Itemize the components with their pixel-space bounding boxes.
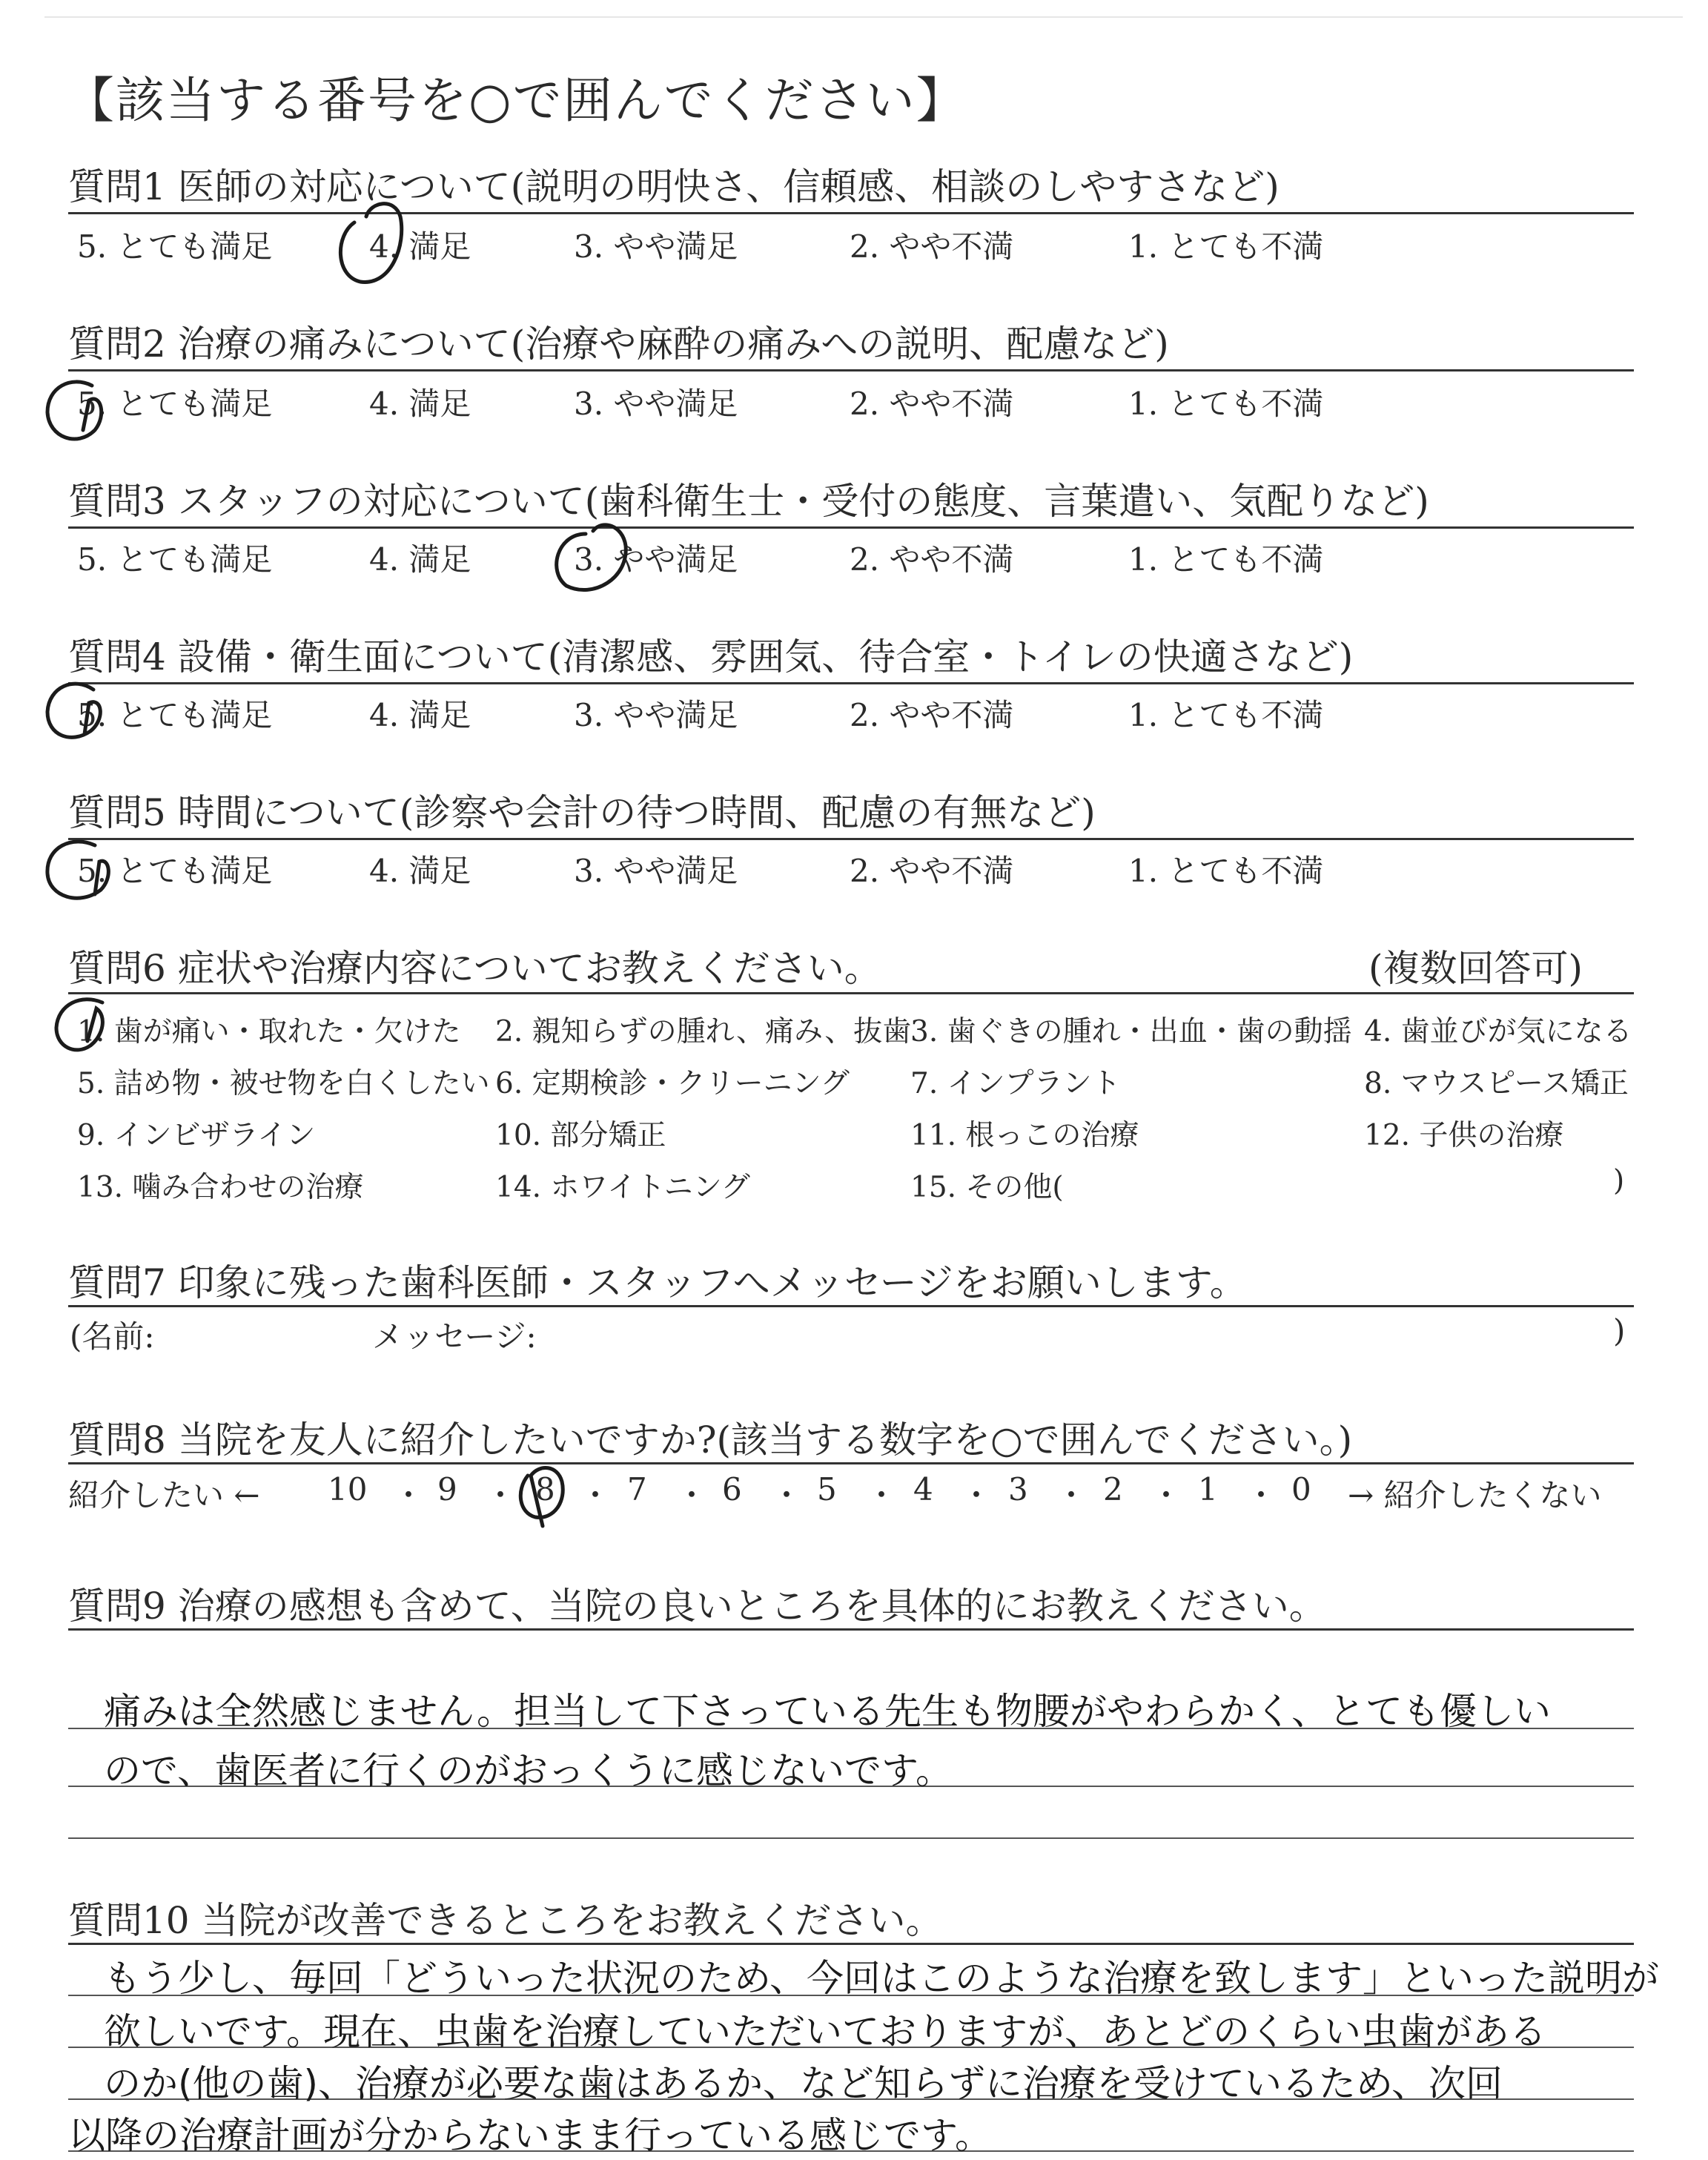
q6-option-2[interactable]: 2. 親知らずの腫れ、痛み、抜歯 (495, 1015, 912, 1048)
q6-option-8[interactable]: 8. マウスピース矯正 (1364, 1067, 1629, 1100)
q7-name-field[interactable]: (名前: (70, 1318, 155, 1355)
q8-dot: ・ (1151, 1477, 1182, 1513)
q6-option-7[interactable]: 7. インプラント (910, 1067, 1121, 1100)
q6-option-6[interactable]: 6. 定期検診・クリーニング (495, 1067, 850, 1100)
q6-option-5[interactable]: 5. 詰め物・被せ物を白くしたい (77, 1067, 490, 1100)
q2-option-1[interactable]: 1. とても不満 (1128, 386, 1324, 422)
q1-option-1[interactable]: 1. とても不満 (1128, 228, 1324, 265)
q8-score-10[interactable]: 10 (328, 1471, 368, 1507)
q4-option-3[interactable]: 3. やや満足 (574, 697, 738, 733)
q3-option-2[interactable]: 2. やや不満 (850, 541, 1014, 578)
q8-score-4[interactable]: 4 (913, 1471, 933, 1507)
q2-option-4[interactable]: 4. 満足 (369, 386, 471, 422)
q5-label: 質問5 時間について(診察や会計の待つ時間、配慮の有無など) (68, 791, 1096, 834)
q5-option-5[interactable]: 5. とても満足 (77, 853, 273, 889)
q6-note: (複数回答可) (1368, 947, 1583, 990)
q2-circle-mark (47, 382, 102, 439)
q6-option-11[interactable]: 11. 根っこの治療 (910, 1119, 1139, 1152)
q6-option-15[interactable]: 15. その他( (910, 1171, 1064, 1204)
q2-label: 質問2 治療の痛みについて(治療や麻酔の痛みへの説明、配慮など) (68, 323, 1169, 366)
q4-option-4[interactable]: 4. 満足 (369, 697, 471, 733)
q5-option-4[interactable]: 4. 満足 (369, 853, 471, 889)
q4-option-5[interactable]: 5. とても満足 (77, 697, 273, 733)
q3-option-1[interactable]: 1. とても不満 (1128, 541, 1324, 578)
q2-option-5[interactable]: 5. とても満足 (77, 386, 273, 422)
q4-label: 質問4 設備・衛生面について(清潔感、雰囲気、待合室・トイレの快適さなど) (68, 635, 1354, 678)
q3-option-4[interactable]: 4. 満足 (369, 541, 471, 578)
q9-answer-text-1: 痛みは全然感じません。担当して下さっている先生も物腰がやわらかく、とても優しい (104, 1690, 1551, 1733)
q10-label: 質問10 当院が改善できるところをお教えください。 (68, 1899, 943, 1942)
q6-option-14[interactable]: 14. ホワイトニング (495, 1171, 750, 1204)
q7-close-paren: ) (1613, 1312, 1626, 1349)
q10-answer-text-4: 以降の治療計画が分からないまま行っている感じです。 (68, 2114, 992, 2157)
q8-score-1[interactable]: 1 (1198, 1471, 1218, 1507)
q8-dot: ・ (676, 1477, 708, 1513)
q8-dot: ・ (1245, 1477, 1277, 1513)
q4-circle-mark (47, 684, 100, 737)
q8-score-7[interactable]: 7 (627, 1471, 647, 1507)
q5-option-3[interactable]: 3. やや満足 (574, 853, 738, 889)
q10-answer-text-3: のか(他の歯)、治療が必要な歯はあるか、など知らずに治療を受けているため、次回 (104, 2062, 1503, 2105)
q1-label: 質問1 医師の対応について(説明の明快さ、信頼感、相談のしやすさなど) (68, 165, 1280, 208)
q6-label: 質問6 症状や治療内容についてお教えください。 (68, 947, 881, 990)
q3-option-5[interactable]: 5. とても満足 (77, 541, 273, 578)
q6-circle-mark (56, 1000, 102, 1050)
q2-option-3[interactable]: 3. やや満足 (574, 386, 738, 422)
q3-label: 質問3 スタッフの対応について(歯科衛生士・受付の態度、言葉遣い、気配りなど) (68, 480, 1429, 523)
q8-score-0[interactable]: 0 (1291, 1471, 1311, 1507)
q8-dot: ・ (580, 1477, 612, 1513)
q8-dot: ・ (961, 1477, 993, 1513)
q6-option-1[interactable]: 1. 歯が痛い・取れた・欠けた (77, 1015, 461, 1048)
q1-option-3[interactable]: 3. やや満足 (574, 228, 738, 265)
q5-option-2[interactable]: 2. やや不満 (850, 853, 1014, 889)
q8-dot: ・ (1056, 1477, 1088, 1513)
q6-option-4[interactable]: 4. 歯並びが気になる (1364, 1015, 1632, 1048)
q7-message-field[interactable]: メッセージ: (372, 1318, 537, 1355)
q1-option-4[interactable]: 4. 満足 (369, 228, 471, 265)
q4-option-2[interactable]: 2. やや不満 (850, 697, 1014, 733)
q8-label: 質問8 当院を友人に紹介したいですか?(該当する数字を○で囲んでください。) (68, 1418, 1353, 1462)
q10-answer-text-1: もう少し、毎回「どういった状況のため、今回はこのような治療を致します」といった説明が (104, 1957, 1659, 2000)
q7-label: 質問7 印象に残った歯科医師・スタッフへメッセージをお願いします。 (68, 1261, 1247, 1304)
q10-answer-text-2: 欲しいです。現在、虫歯を治療していただいておりますが、あとどのくらい虫歯がある (104, 2010, 1546, 2053)
q5-circle-mark (47, 842, 108, 898)
q6-option-12[interactable]: 12. 子供の治療 (1364, 1119, 1564, 1152)
q8-left-label: 紹介したい ← (68, 1477, 260, 1513)
q8-score-3[interactable]: 3 (1008, 1471, 1028, 1507)
q5-option-1[interactable]: 1. とても不満 (1128, 853, 1324, 889)
q8-score-9[interactable]: 9 (437, 1471, 457, 1507)
q8-score-8[interactable]: 8 (535, 1471, 555, 1507)
q2-option-2[interactable]: 2. やや不満 (850, 386, 1014, 422)
q8-dot: ・ (485, 1477, 517, 1513)
q6-option-3[interactable]: 3. 歯ぐきの腫れ・出血・歯の動揺 (910, 1015, 1352, 1048)
q6-option-9[interactable]: 9. インビザライン (77, 1119, 316, 1152)
page-title: 【該当する番号を○で囲んでください】 (65, 72, 967, 129)
q1-circle-mark (340, 204, 401, 283)
q3-option-3[interactable]: 3. やや満足 (574, 541, 738, 578)
q8-score-2[interactable]: 2 (1103, 1471, 1123, 1507)
q6-option-15-close: ) (1613, 1164, 1625, 1198)
q6-option-13[interactable]: 13. 噛み合わせの治療 (77, 1171, 364, 1204)
q8-score-6[interactable]: 6 (722, 1471, 742, 1507)
q8-dot: ・ (771, 1477, 803, 1513)
q1-option-5[interactable]: 5. とても満足 (77, 228, 273, 265)
q8-circle-mark (520, 1468, 563, 1526)
q6-option-10[interactable]: 10. 部分矯正 (495, 1119, 666, 1152)
q1-option-2[interactable]: 2. やや不満 (850, 228, 1014, 265)
q9-label: 質問9 治療の感想も含めて、当院の良いところを具体的にお教えください。 (68, 1585, 1326, 1628)
q3-circle-mark (557, 525, 626, 590)
q9-answer-text-2: ので、歯医者に行くのがおっくうに感じないです。 (104, 1749, 953, 1792)
q8-right-label: → 紹介したくない (1348, 1477, 1602, 1513)
q8-dot: ・ (393, 1477, 425, 1513)
q8-dot: ・ (866, 1477, 898, 1513)
q4-option-1[interactable]: 1. とても不満 (1128, 697, 1324, 733)
q8-score-5[interactable]: 5 (817, 1471, 837, 1507)
